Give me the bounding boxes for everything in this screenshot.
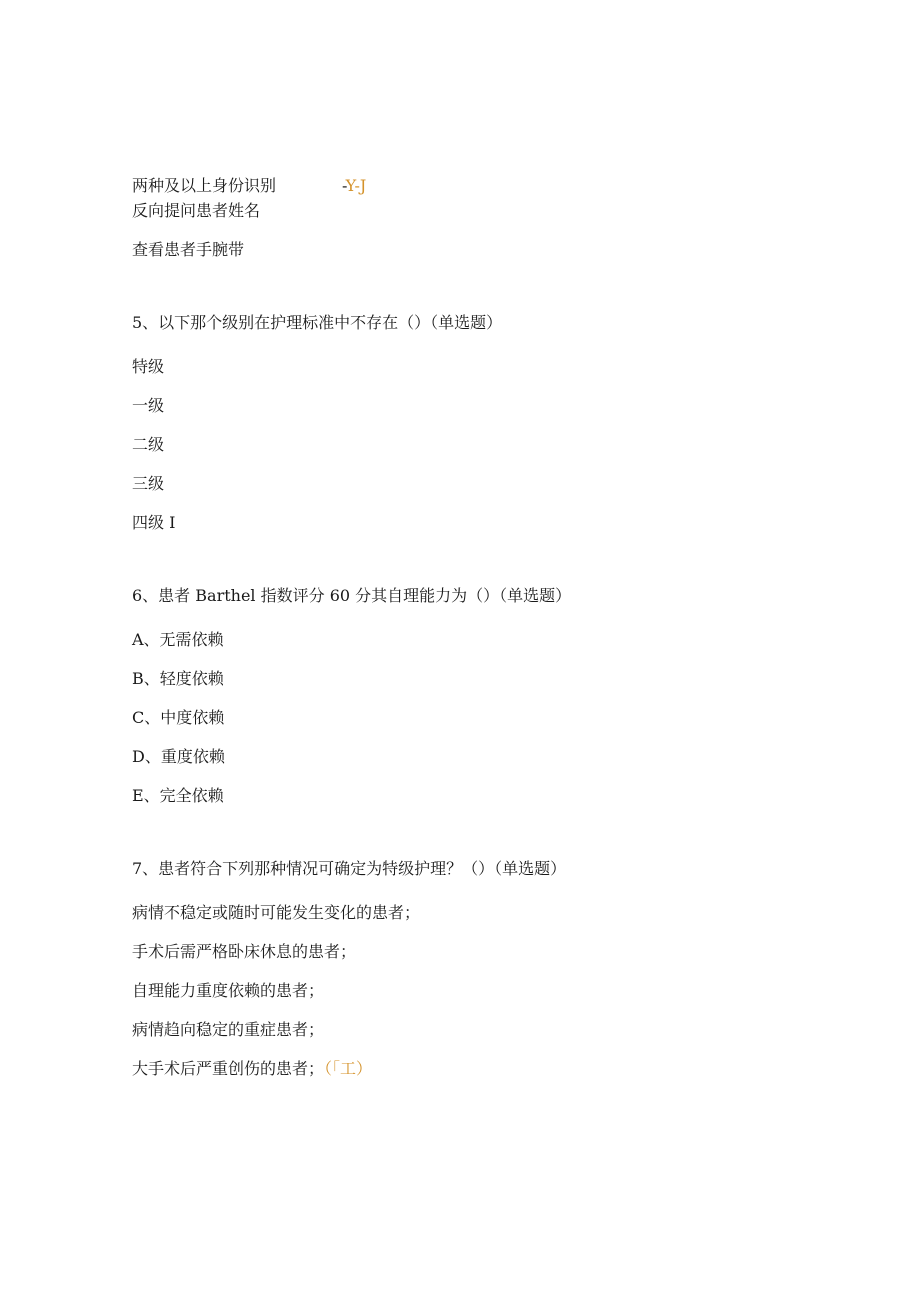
option-text: D、重度依赖 xyxy=(132,747,225,766)
option-row xyxy=(132,1059,372,1079)
answer-mark: -Y-J xyxy=(342,176,367,195)
option-text: 两种及以上身份识别 xyxy=(132,176,277,195)
option-text: 病情趋向稳定的重症患者； xyxy=(132,1020,325,1039)
option-text: B、轻度依赖 xyxy=(132,669,224,688)
question-title: 7、患者符合下列那种情况可确定为特级护理？（）（单选题） xyxy=(132,859,567,878)
option-text: 自理能力重度依赖的患者； xyxy=(132,981,325,1000)
option-text: 四级 I xyxy=(132,513,176,532)
option-text: 二级 xyxy=(132,435,165,454)
option-text: 三级 xyxy=(132,474,165,493)
option-text: 手术后需严格卧床休息的患者； xyxy=(132,942,357,961)
option-text: 大手术后严重创伤的患者； xyxy=(132,1059,325,1078)
option-text: 反向提问患者姓名 xyxy=(132,201,261,220)
option-text: 特级 xyxy=(132,357,165,376)
question-title: 5、以下那个级别在护理标准中不存在（）（单选题） xyxy=(132,313,503,332)
answer-mark: （「工） xyxy=(324,1059,373,1078)
option-text: E、完全依赖 xyxy=(132,786,224,805)
option-text: 查看患者手腕带 xyxy=(132,240,245,259)
option-text: A、无需依赖 xyxy=(132,630,224,649)
option-text: 一级 xyxy=(132,396,165,415)
option-text: C、中度依赖 xyxy=(132,708,225,727)
option-text: 病情不稳定或随时可能发生变化的患者； xyxy=(132,903,421,922)
question-title: 6、患者 Barthel 指数评分 60 分其自理能力为（）（单选题） xyxy=(132,586,572,605)
